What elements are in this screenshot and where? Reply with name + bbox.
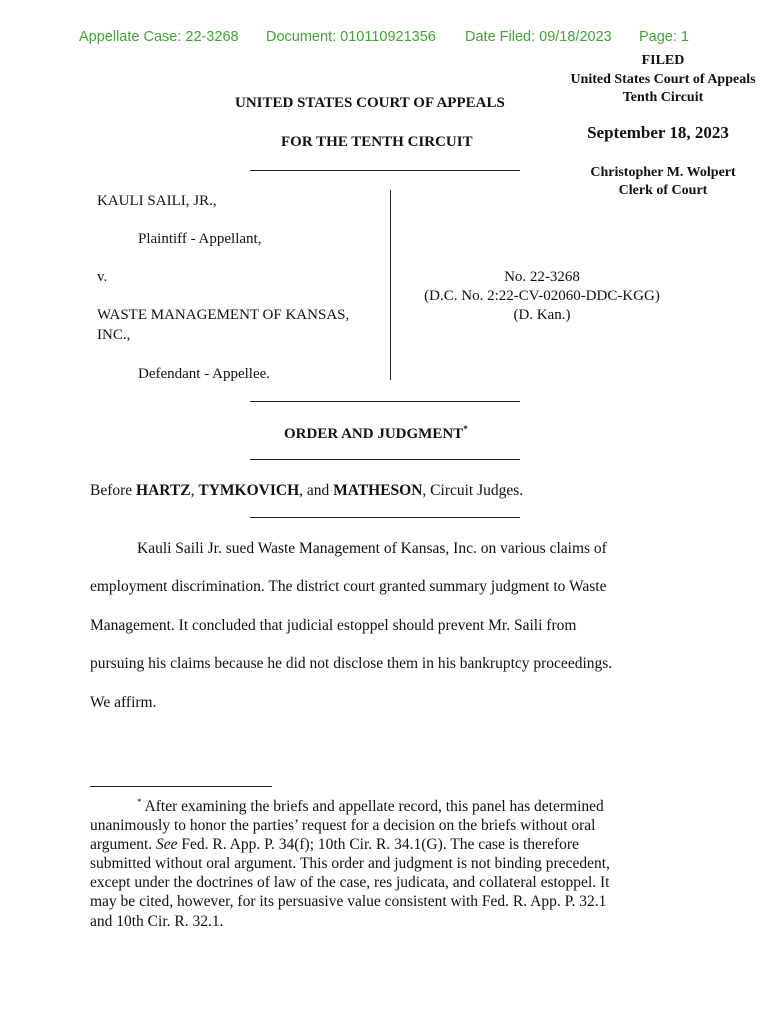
district-case-number: (D.C. No. 2:22-CV-02060-DDC-KGG) xyxy=(424,288,660,304)
stamp-page: Page: 1 xyxy=(639,29,689,45)
court-heading-2: FOR THE TENTH CIRCUIT xyxy=(281,134,473,150)
body-line-3: Management. It concluded that judicial estoppel should prevent Mr. Saili from xyxy=(90,617,577,634)
footnote-line-5: except under the doctrines of law of the case, res judicata, and collateral estoppel. It xyxy=(90,874,610,891)
footnote-line-1: * After examining the briefs and appellate record, this panel has determined xyxy=(137,797,604,816)
caption-divider xyxy=(390,190,391,380)
filed-label: FILED xyxy=(641,53,685,68)
body-line-5: We affirm. xyxy=(90,694,157,711)
filed-court: United States Court of Appeals xyxy=(570,72,756,87)
defendant-name-1: WASTE MANAGEMENT OF KANSAS, xyxy=(97,307,350,323)
clerk-name: Christopher M. Wolpert xyxy=(590,165,736,180)
filed-circuit: Tenth Circuit xyxy=(622,90,704,105)
stamp-date-filed: Date Filed: 09/18/2023 xyxy=(465,29,612,45)
divider-3 xyxy=(250,459,520,460)
divider-4 xyxy=(250,517,520,518)
footnote-line-6: may be cited, however, for its persuasive value consistent with Fed. R. App. P. 32.1 xyxy=(90,893,607,910)
footnote-rule xyxy=(90,786,272,787)
plaintiff-role: Plaintiff - Appellant, xyxy=(138,231,262,247)
body-line-4: pursuing his claims because he did not disclose them in his bankruptcy proceedings. xyxy=(90,655,613,672)
footnote-line-2: unanimously to honor the parties’ request for a decision on the briefs without oral xyxy=(90,817,596,834)
plaintiff-name: KAULI SAILI, JR., xyxy=(97,193,217,209)
stamp-document: Document: 010110921356 xyxy=(266,29,436,45)
judge-hartz: HARTZ xyxy=(136,482,191,499)
versus: v. xyxy=(97,269,108,285)
divider-top xyxy=(250,170,520,171)
order-title: ORDER AND JUDGMENT* xyxy=(284,424,468,442)
filed-date: September 18, 2023 xyxy=(587,123,729,142)
divider-2 xyxy=(250,401,520,402)
footnote-line-3: argument. See Fed. R. App. P. 34(f); 10th Cir. R. 34.1(G). The case is therefore xyxy=(90,836,579,853)
stamp-case: Appellate Case: 22-3268 xyxy=(79,29,239,45)
panel-judges: Before HARTZ, TYMKOVICH, and MATHESON, Circuit Judges. xyxy=(90,482,524,499)
judge-tymkovich: TYMKOVICH xyxy=(198,482,300,499)
footnote-marker: * xyxy=(463,424,468,434)
body-line-2: employment discrimination. The district court granted summary judgment to Waste xyxy=(90,578,607,595)
judge-matheson: MATHESON xyxy=(333,482,423,499)
clerk-title: Clerk of Court xyxy=(618,183,708,198)
body-line-1: Kauli Saili Jr. sued Waste Management of Kansas, Inc. on various claims of xyxy=(137,540,607,557)
case-number: No. 22-3268 xyxy=(504,269,580,285)
district: (D. Kan.) xyxy=(513,307,571,323)
court-heading-1: UNITED STATES COURT OF APPEALS xyxy=(235,95,505,111)
footnote-line-7: and 10th Cir. R. 32.1. xyxy=(90,913,224,930)
defendant-name-2: INC., xyxy=(97,327,131,343)
footnote-line-4: submitted without oral argument. This order and judgment is not binding precedent, xyxy=(90,855,610,872)
defendant-role: Defendant - Appellee. xyxy=(138,366,271,382)
